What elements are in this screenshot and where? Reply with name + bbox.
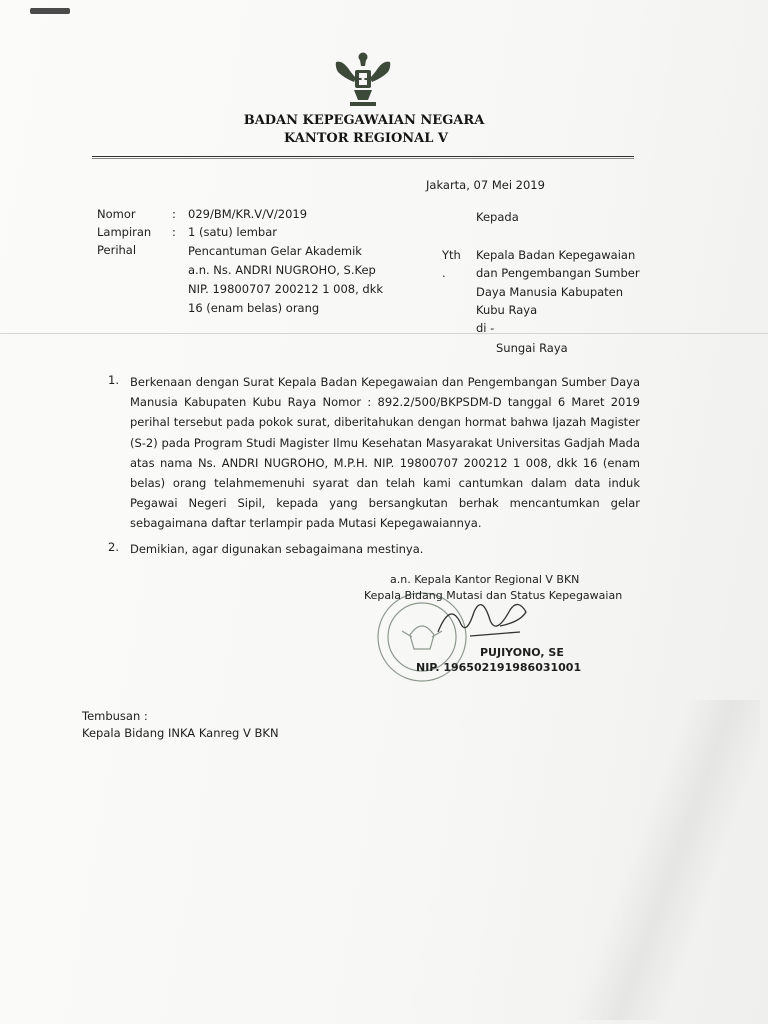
org-unit: KANTOR REGIONAL V: [283, 131, 448, 146]
recipient-line: Kubu Raya: [476, 303, 538, 317]
perihal-line: Pencantuman Gelar Akademik: [188, 244, 362, 258]
garuda-emblem-icon: [332, 48, 394, 110]
recipient-line: Daya Manusia Kabupaten: [476, 285, 624, 299]
kepada-label: Kepada: [476, 210, 519, 224]
paragraph-number: 2.: [108, 540, 119, 554]
recipient-city: Sungai Raya: [496, 341, 568, 355]
paragraph-1: Berkenaan dengan Surat Kepala Badan Kepegawaian dan Pengembangan Sumber Daya Manusia Kabupaten Kubu Raya Nomor : 892.2/500/BKPSDM-D tanggal 6 Maret 2019 perihal tersebut pada pokok surat, diberitahukan dengan hormat bahwa Ijazah Magister (S-2) pada Program Studi Magister Ilmu Kesehatan Masyarakat Universitas Gadjah Mada atas nama Ns. ANDRI NUGROHO, M.P.H. NIP. 19800707 200212 1 008, dkk 16 (enam belas) orang telahmemenuhi syarat dan telah kami cantumkan dalam data induk Pegawai Negeri Sipil, kepada yang bersangkutan berhak mencantumkan gelar sebagaimana daftar terlampir pada Mutasi Kepegawaiannya.: [130, 375, 640, 531]
recipient-line: dan Pengembangan Sumber: [476, 266, 640, 280]
scan-edge-mark: [30, 8, 70, 14]
tembusan-recipient: Kepala Bidang INKA Kanreg V BKN: [82, 726, 279, 740]
yth-label: Yth: [442, 248, 461, 262]
tembusan-label: Tembusan :: [82, 709, 148, 723]
org-name: BADAN KEPEGAWAIAN NEGARA: [243, 113, 485, 128]
paper-crease: [560, 700, 760, 1020]
perihal-line: a.n. Ns. ANDRI NUGROHO, S.Kep: [188, 263, 376, 277]
perihal-label: Perihal: [97, 243, 137, 257]
nomor-value: 029/BM/KR.V/V/2019: [188, 207, 308, 221]
recipient-line: Kepala Badan Kepegawaian: [476, 248, 636, 262]
letter-date: Jakarta, 07 Mei 2019: [426, 178, 545, 192]
perihal-line: 16 (enam belas) orang: [188, 301, 320, 315]
nomor-colon: :: [172, 207, 176, 221]
lampiran-value: 1 (satu) lembar: [188, 225, 277, 239]
signatory-nip: NIP. 196502191986031001: [416, 661, 582, 674]
signature-line-1: a.n. Kepala Kantor Regional V BKN: [390, 573, 580, 586]
perihal-line: NIP. 19800707 200212 1 008, dkk: [188, 282, 384, 296]
recipient-line: di -: [476, 321, 495, 335]
lampiran-label: Lampiran: [97, 225, 152, 239]
header-rule-thin: [92, 158, 634, 159]
paragraph-number: 1.: [108, 373, 119, 387]
fold-line: [0, 333, 768, 334]
header-rule: [92, 156, 634, 157]
paragraph-2: Demikian, agar digunakan sebagaimana mestinya.: [130, 542, 424, 556]
lampiran-colon: :: [172, 225, 176, 239]
signatory-name: PUJIYONO, SE: [480, 646, 564, 659]
nomor-label: Nomor: [97, 207, 136, 221]
signature-line-2: Kepala Bidang Mutasi dan Status Kepegawaian: [364, 589, 623, 602]
yth-dot: .: [442, 266, 446, 280]
